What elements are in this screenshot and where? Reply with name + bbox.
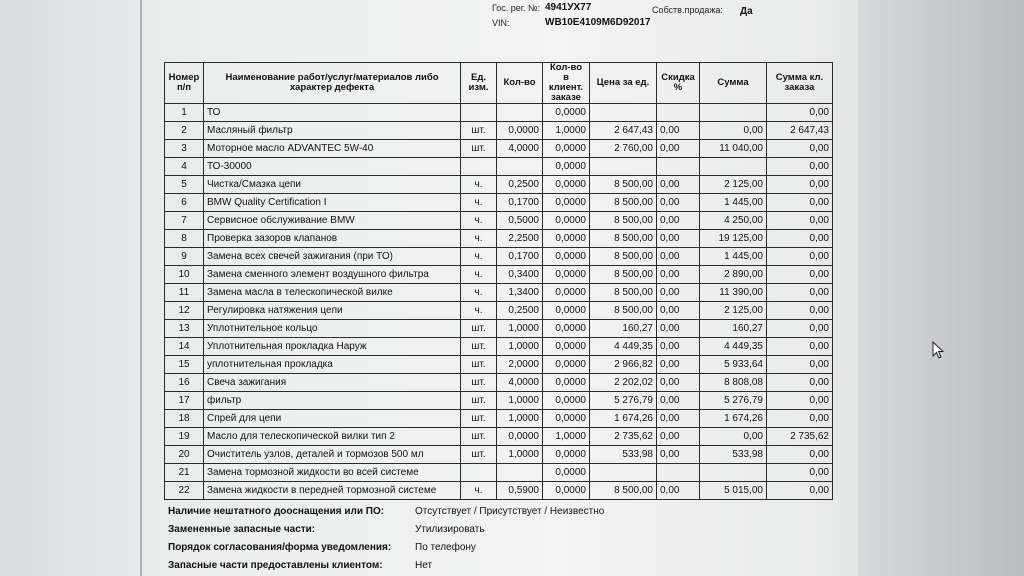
row-price: 5 276,79 xyxy=(590,392,657,410)
row-price xyxy=(590,464,657,482)
client-parts-value: Нет xyxy=(415,560,433,571)
row-name: Свеча зажигания xyxy=(204,374,461,392)
row-client-sum: 0,00 xyxy=(767,320,833,338)
row-client-sum: 0,00 xyxy=(767,374,833,392)
row-price xyxy=(590,104,657,122)
row-unit xyxy=(461,464,497,482)
reg-value: 4941УХ77 xyxy=(545,2,592,13)
row-qty xyxy=(497,104,543,122)
row-discount: 0,00 xyxy=(657,266,700,284)
row-name: Чистка/Смазка цепи xyxy=(204,176,461,194)
row-discount: 0,00 xyxy=(657,482,700,500)
col-client-sum-header: Сумма кл. заказа xyxy=(767,63,833,104)
row-qty: 0,0000 xyxy=(497,122,543,140)
row-client-qty: 0,0000 xyxy=(543,392,590,410)
row-price: 8 500,00 xyxy=(590,482,657,500)
row-number: 2 xyxy=(165,122,204,140)
row-name: фильтр xyxy=(204,392,461,410)
row-number: 9 xyxy=(165,248,204,266)
row-qty: 0,2500 xyxy=(497,176,543,194)
row-client-qty: 0,0000 xyxy=(543,374,590,392)
row-sum xyxy=(700,104,767,122)
row-number: 5 xyxy=(165,176,204,194)
row-qty: 0,5900 xyxy=(497,482,543,500)
row-price: 2 647,43 xyxy=(590,122,657,140)
table-row xyxy=(165,122,833,140)
col-unit-header: Ед. изм. xyxy=(461,63,497,104)
tuning-label: Наличие нештатного дооснащения или ПО: xyxy=(168,506,385,517)
row-unit: ч. xyxy=(461,302,497,320)
row-qty: 4,0000 xyxy=(497,374,543,392)
row-unit: ч. xyxy=(461,284,497,302)
row-client-sum: 0,00 xyxy=(767,212,833,230)
approval-value: По телефону xyxy=(415,542,476,553)
row-discount: 0,00 xyxy=(657,176,700,194)
row-price: 533,98 xyxy=(590,446,657,464)
row-client-qty: 0,0000 xyxy=(543,410,590,428)
row-name: Уплотнительная прокладка Наруж xyxy=(204,338,461,356)
tuning-value: Отсутствует / Присутствует / Неизвестно xyxy=(415,506,605,517)
reg-label: Гос. рег. №: xyxy=(492,3,541,13)
monitor-background xyxy=(858,0,1024,576)
row-unit xyxy=(461,158,497,176)
row-discount: 0,00 xyxy=(657,320,700,338)
table-row xyxy=(165,446,833,464)
row-price: 2 202,02 xyxy=(590,374,657,392)
row-client-qty: 0,0000 xyxy=(543,446,590,464)
table-row xyxy=(165,194,833,212)
parts-value: Утилизировать xyxy=(415,524,485,535)
row-price xyxy=(590,158,657,176)
row-client-sum: 0,00 xyxy=(767,194,833,212)
vin-label: VIN: xyxy=(492,18,510,28)
table-row xyxy=(165,212,833,230)
row-discount: 0,00 xyxy=(657,212,700,230)
row-client-sum: 0,00 xyxy=(767,248,833,266)
row-sum xyxy=(700,158,767,176)
row-unit: шт. xyxy=(461,410,497,428)
row-unit: ч. xyxy=(461,194,497,212)
row-number: 19 xyxy=(165,428,204,446)
row-unit: шт. xyxy=(461,356,497,374)
row-sum: 4 250,00 xyxy=(700,212,767,230)
row-name: Масляный фильтр xyxy=(204,122,461,140)
row-number: 12 xyxy=(165,302,204,320)
row-client-sum: 0,00 xyxy=(767,356,833,374)
col-qty-header: Кол-во xyxy=(497,63,543,104)
row-sum: 1 445,00 xyxy=(700,248,767,266)
table-row xyxy=(165,338,833,356)
row-sum: 0,00 xyxy=(700,122,767,140)
row-unit: ч. xyxy=(461,248,497,266)
row-name: Сервисное обслуживание BMW xyxy=(204,212,461,230)
row-unit: шт. xyxy=(461,374,497,392)
row-discount: 0,00 xyxy=(657,230,700,248)
table-row xyxy=(165,176,833,194)
row-client-sum: 0,00 xyxy=(767,158,833,176)
table-row xyxy=(165,464,833,482)
row-number: 16 xyxy=(165,374,204,392)
row-discount: 0,00 xyxy=(657,392,700,410)
table-row xyxy=(165,320,833,338)
table-row xyxy=(165,230,833,248)
row-client-sum: 0,00 xyxy=(767,284,833,302)
table-row xyxy=(165,140,833,158)
row-sum: 1 674,26 xyxy=(700,410,767,428)
row-price: 160,27 xyxy=(590,320,657,338)
row-discount: 0,00 xyxy=(657,284,700,302)
row-price: 8 500,00 xyxy=(590,176,657,194)
row-client-sum: 0,00 xyxy=(767,302,833,320)
row-discount xyxy=(657,158,700,176)
row-name: Спрей для цепи xyxy=(204,410,461,428)
table-row xyxy=(165,410,833,428)
row-unit: шт. xyxy=(461,140,497,158)
row-sum: 533,98 xyxy=(700,446,767,464)
row-client-sum: 0,00 xyxy=(767,104,833,122)
row-number: 10 xyxy=(165,266,204,284)
row-client-sum: 2 647,43 xyxy=(767,122,833,140)
row-client-sum: 0,00 xyxy=(767,482,833,500)
row-client-qty: 1,0000 xyxy=(543,122,590,140)
row-sum: 4 449,35 xyxy=(700,338,767,356)
row-qty: 2,2500 xyxy=(497,230,543,248)
row-qty: 1,0000 xyxy=(497,338,543,356)
row-client-sum: 0,00 xyxy=(767,410,833,428)
row-name: Замена масла в телескопической вилке xyxy=(204,284,461,302)
col-sum-header: Сумма xyxy=(700,63,767,104)
table-row xyxy=(165,356,833,374)
client-parts-label: Запасные части предоставлены клиентом: xyxy=(168,560,383,571)
row-client-sum: 0,00 xyxy=(767,338,833,356)
row-unit: шт. xyxy=(461,338,497,356)
row-discount: 0,00 xyxy=(657,374,700,392)
row-name: Замена всех свечей зажигания (при ТО) xyxy=(204,248,461,266)
table-row xyxy=(165,248,833,266)
row-number: 17 xyxy=(165,392,204,410)
row-number: 6 xyxy=(165,194,204,212)
row-unit: шт. xyxy=(461,392,497,410)
row-client-qty: 0,0000 xyxy=(543,338,590,356)
row-name: BMW Quality Certification I xyxy=(204,194,461,212)
col-number-header: Номер п/п xyxy=(165,63,204,104)
row-discount: 0,00 xyxy=(657,356,700,374)
row-number: 13 xyxy=(165,320,204,338)
row-qty: 0,3400 xyxy=(497,266,543,284)
row-client-sum: 0,00 xyxy=(767,446,833,464)
row-discount: 0,00 xyxy=(657,338,700,356)
row-unit: шт. xyxy=(461,122,497,140)
row-unit: ч. xyxy=(461,230,497,248)
row-client-qty: 0,0000 xyxy=(543,320,590,338)
row-sum xyxy=(700,464,767,482)
row-price: 1 674,26 xyxy=(590,410,657,428)
row-qty: 1,0000 xyxy=(497,320,543,338)
row-number: 7 xyxy=(165,212,204,230)
row-number: 15 xyxy=(165,356,204,374)
row-qty: 2,0000 xyxy=(497,356,543,374)
row-number: 1 xyxy=(165,104,204,122)
row-sum: 2 125,00 xyxy=(700,176,767,194)
row-name: Масло для телескопической вилки тип 2 xyxy=(204,428,461,446)
row-number: 22 xyxy=(165,482,204,500)
row-name: Замена сменного элемент воздушного фильтра xyxy=(204,266,461,284)
table-row xyxy=(165,428,833,446)
row-unit: шт. xyxy=(461,320,497,338)
page-edge xyxy=(140,0,142,576)
row-name: ТО-30000 xyxy=(204,158,461,176)
row-unit: ч. xyxy=(461,176,497,194)
row-client-qty: 0,0000 xyxy=(543,356,590,374)
row-client-qty: 0,0000 xyxy=(543,248,590,266)
row-discount: 0,00 xyxy=(657,122,700,140)
row-client-qty: 0,0000 xyxy=(543,302,590,320)
col-discount-header: Скидка % xyxy=(657,63,700,104)
table-row xyxy=(165,266,833,284)
row-unit: ч. xyxy=(461,266,497,284)
table-row xyxy=(165,392,833,410)
row-client-qty: 0,0000 xyxy=(543,482,590,500)
row-name: Замена тормозной жидкости во всей системе xyxy=(204,464,461,482)
row-client-qty: 0,0000 xyxy=(543,464,590,482)
row-client-qty: 0,0000 xyxy=(543,284,590,302)
table-row xyxy=(165,374,833,392)
row-qty: 0,2500 xyxy=(497,302,543,320)
row-number: 20 xyxy=(165,446,204,464)
row-unit: ч. xyxy=(461,212,497,230)
row-client-qty: 1,0000 xyxy=(543,428,590,446)
sale-value: Да xyxy=(740,6,753,17)
row-price: 8 500,00 xyxy=(590,302,657,320)
row-discount: 0,00 xyxy=(657,428,700,446)
table-row xyxy=(165,158,833,176)
table-row xyxy=(165,302,833,320)
row-client-sum: 0,00 xyxy=(767,140,833,158)
col-price-header: Цена за ед. xyxy=(590,63,657,104)
row-price: 2 760,00 xyxy=(590,140,657,158)
row-unit: шт. xyxy=(461,446,497,464)
row-discount xyxy=(657,464,700,482)
row-discount: 0,00 xyxy=(657,194,700,212)
col-client-qty-header: Кол-во в клиент. заказе xyxy=(543,63,590,104)
row-client-qty: 0,0000 xyxy=(543,266,590,284)
row-client-qty: 0,0000 xyxy=(543,140,590,158)
row-sum: 11 390,00 xyxy=(700,284,767,302)
row-qty: 0,1700 xyxy=(497,194,543,212)
row-price: 8 500,00 xyxy=(590,248,657,266)
row-number: 11 xyxy=(165,284,204,302)
mouse-cursor-icon xyxy=(932,341,946,361)
row-sum: 2 125,00 xyxy=(700,302,767,320)
row-qty: 1,3400 xyxy=(497,284,543,302)
row-price: 2 966,82 xyxy=(590,356,657,374)
row-client-qty: 0,0000 xyxy=(543,176,590,194)
row-number: 21 xyxy=(165,464,204,482)
row-qty: 0,5000 xyxy=(497,212,543,230)
row-qty xyxy=(497,158,543,176)
table-row xyxy=(165,482,833,500)
row-unit: ч. xyxy=(461,482,497,500)
row-number: 8 xyxy=(165,230,204,248)
row-client-qty: 0,0000 xyxy=(543,212,590,230)
row-number: 14 xyxy=(165,338,204,356)
works-table xyxy=(164,62,833,500)
row-discount: 0,00 xyxy=(657,140,700,158)
approval-label: Порядок согласования/форма уведомления: xyxy=(168,542,392,553)
table-row xyxy=(165,104,833,122)
row-name: Уплотнительное кольцо xyxy=(204,320,461,338)
row-price: 8 500,00 xyxy=(590,230,657,248)
row-client-sum: 0,00 xyxy=(767,392,833,410)
row-client-qty: 0,0000 xyxy=(543,194,590,212)
row-discount: 0,00 xyxy=(657,410,700,428)
row-discount: 0,00 xyxy=(657,248,700,266)
row-name: Очиститель узлов, деталей и тормозов 500 мл xyxy=(204,446,461,464)
col-name-header: Наименование работ/услуг/материалов либо характер дефекта xyxy=(204,63,461,104)
row-client-sum: 0,00 xyxy=(767,230,833,248)
row-client-qty: 0,0000 xyxy=(543,104,590,122)
row-client-sum: 0,00 xyxy=(767,176,833,194)
row-discount: 0,00 xyxy=(657,446,700,464)
row-qty: 4,0000 xyxy=(497,140,543,158)
row-sum: 1 445,00 xyxy=(700,194,767,212)
row-client-sum: 2 735,62 xyxy=(767,428,833,446)
row-sum: 11 040,00 xyxy=(700,140,767,158)
row-qty: 1,0000 xyxy=(497,410,543,428)
row-qty: 1,0000 xyxy=(497,392,543,410)
row-name: Проверка зазоров клапанов xyxy=(204,230,461,248)
row-price: 8 500,00 xyxy=(590,266,657,284)
row-sum: 2 890,00 xyxy=(700,266,767,284)
parts-label: Замененные запасные части: xyxy=(168,524,316,535)
row-name: Замена жидкости в передней тормозной системе xyxy=(204,482,461,500)
row-discount: 0,00 xyxy=(657,302,700,320)
row-sum: 5 933,64 xyxy=(700,356,767,374)
row-number: 3 xyxy=(165,140,204,158)
row-sum: 160,27 xyxy=(700,320,767,338)
row-unit xyxy=(461,104,497,122)
table-row xyxy=(165,284,833,302)
row-qty: 1,0000 xyxy=(497,446,543,464)
row-name: уплотнительная прокладка xyxy=(204,356,461,374)
row-unit: шт. xyxy=(461,428,497,446)
row-name: ТО xyxy=(204,104,461,122)
row-sum: 8 808,08 xyxy=(700,374,767,392)
vin-value: WB10E4109M6D92017 xyxy=(545,17,651,28)
row-price: 4 449,35 xyxy=(590,338,657,356)
row-client-sum: 0,00 xyxy=(767,266,833,284)
row-price: 8 500,00 xyxy=(590,284,657,302)
row-name: Моторное масло ADVANTEC 5W-40 xyxy=(204,140,461,158)
row-sum: 0,00 xyxy=(700,428,767,446)
row-price: 2 735,62 xyxy=(590,428,657,446)
row-qty: 0,0000 xyxy=(497,428,543,446)
row-client-qty: 0,0000 xyxy=(543,158,590,176)
row-name: Регулировка натяжения цепи xyxy=(204,302,461,320)
row-price: 8 500,00 xyxy=(590,194,657,212)
row-number: 4 xyxy=(165,158,204,176)
row-qty: 0,1700 xyxy=(497,248,543,266)
row-client-sum: 0,00 xyxy=(767,464,833,482)
sale-label: Собств.продажа: xyxy=(652,5,723,15)
row-price: 8 500,00 xyxy=(590,212,657,230)
row-number: 18 xyxy=(165,410,204,428)
row-sum: 5 276,79 xyxy=(700,392,767,410)
row-qty xyxy=(497,464,543,482)
row-sum: 5 015,00 xyxy=(700,482,767,500)
row-client-qty: 0,0000 xyxy=(543,230,590,248)
table-header-row xyxy=(165,63,833,104)
row-discount xyxy=(657,104,700,122)
row-sum: 19 125,00 xyxy=(700,230,767,248)
